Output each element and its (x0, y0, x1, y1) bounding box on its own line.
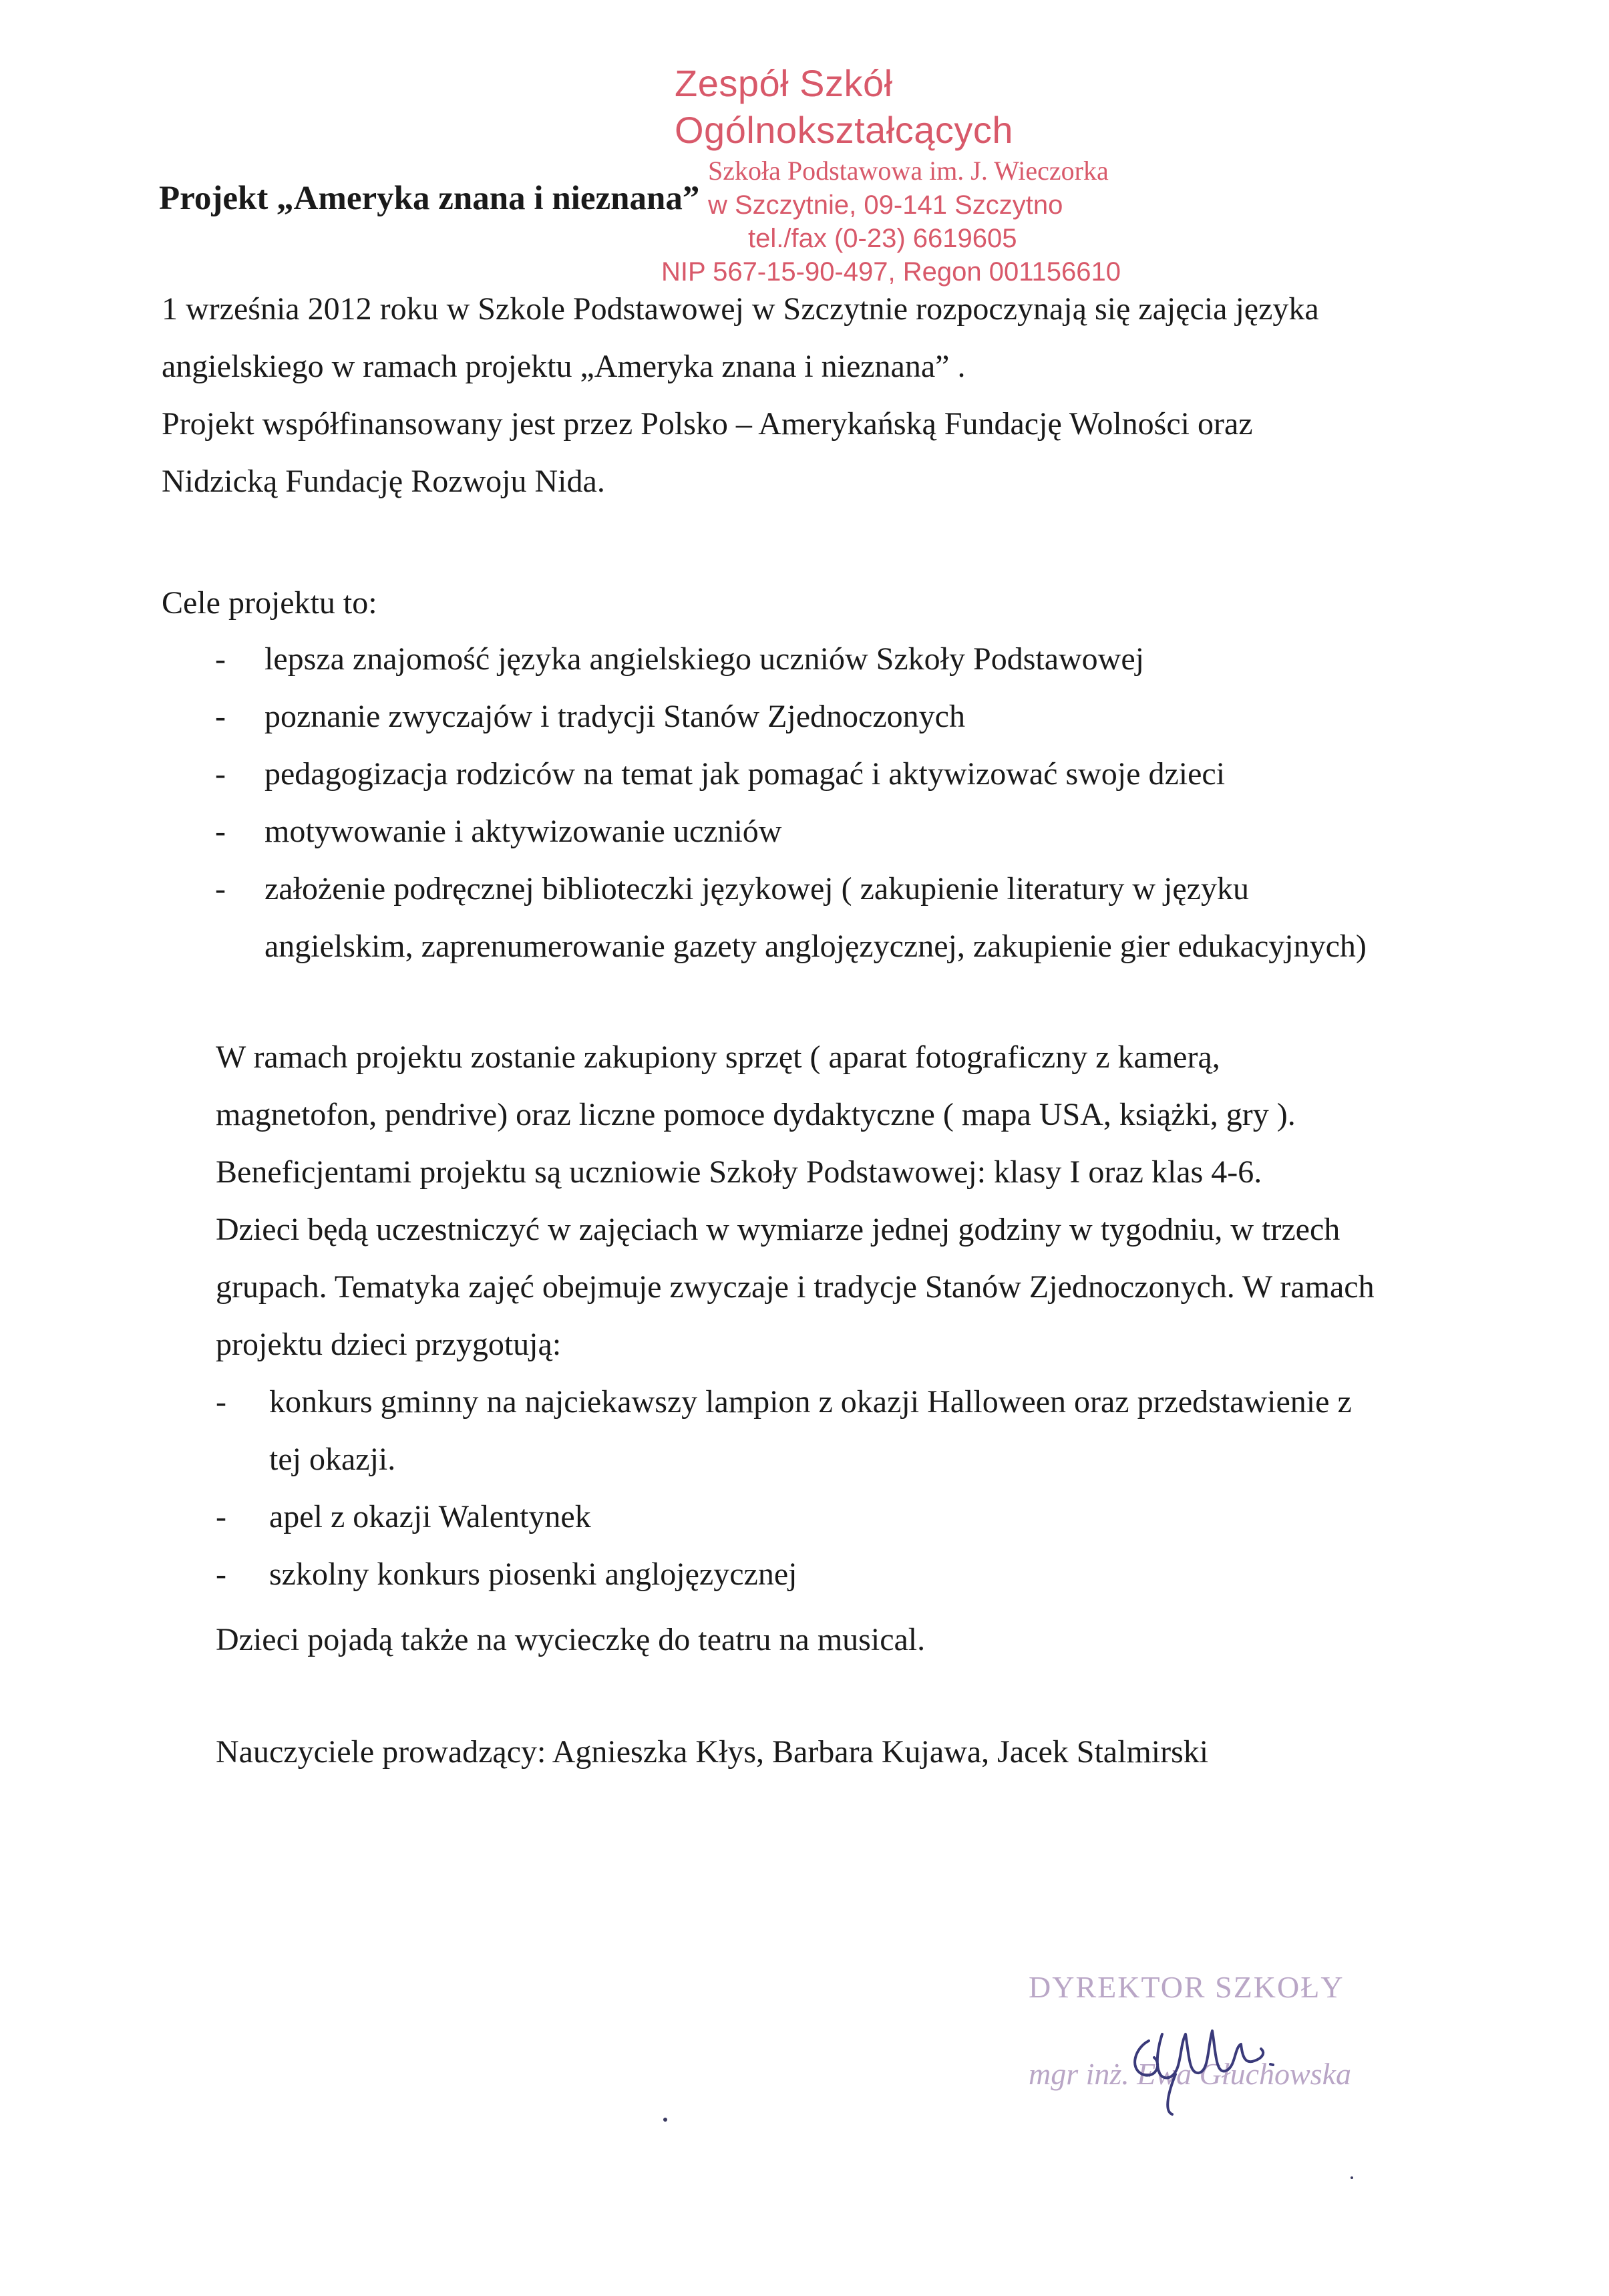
bullet-dash: - (215, 699, 226, 734)
director-name: mgr inż. Ewa Głuchowska (1029, 2057, 1351, 2091)
bullet-dash: - (215, 814, 226, 849)
stamp-tax-ids: NIP 567-15-90-497, Regon 001156610 (661, 257, 1121, 287)
list-item (216, 1488, 1352, 1546)
scan-speck (1351, 2176, 1353, 2179)
intro-paragraph (162, 281, 1319, 510)
text-line: założenie podręcznej biblioteczki językowej ( zakupienie literatury w języku (264, 871, 1249, 907)
text-line: projektu dzieci przygotują: (216, 1327, 562, 1362)
text-line: Beneficjentami projektu są uczniowie Szkoły Podstawowej: klasy I oraz klas 4-6. (216, 1154, 1262, 1190)
text-line: magnetofon, pendrive) oraz liczne pomoce dydaktyczne ( mapa USA, książki, gry ). (216, 1097, 1296, 1132)
text-line: szkolny konkurs piosenki anglojęzycznej (269, 1556, 797, 1592)
document-title: Projekt „Ameryka znana i nieznana” (159, 180, 700, 217)
bullet-dash: - (215, 641, 226, 677)
text-line: W ramach projektu zostanie zakupiony sprzęt ( aparat fotograficzny z kamerą, (216, 1039, 1220, 1075)
list-item (215, 746, 1367, 803)
goals-list (215, 631, 1367, 975)
list-item (215, 860, 1367, 975)
text-line: tej okazji. (269, 1442, 396, 1477)
bullet-dash: - (215, 756, 226, 792)
goals-heading: Cele projektu to: (162, 585, 377, 621)
teachers-line (216, 1724, 1208, 1781)
text-line: Nauczyciele prowadzący: Agnieszka Kłys, Barbara Kujawa, Jacek Stalmirski (216, 1734, 1209, 1770)
list-item (216, 1546, 1352, 1603)
text-line: Dzieci będą uczestniczyć w zajęciach w wymiarze jednej godziny w tygodniu, w trzech (216, 1212, 1340, 1247)
bullet-dash: - (216, 1499, 226, 1534)
text-line: grupach. Tematyka zajęć obejmuje zwyczaje i tradycje Stanów Zjednoczonych. W ramach (216, 1269, 1375, 1305)
events-list (216, 1373, 1352, 1603)
trip-line (216, 1611, 925, 1669)
list-item (216, 1373, 1352, 1488)
stamp-school-name: Zespół Szkół Ogólnokształcących (675, 62, 1014, 151)
text-line: apel z okazji Walentynek (269, 1499, 591, 1534)
details-paragraph (216, 1029, 1375, 1373)
text-line: angielskiego w ramach projektu „Ameryka znana i nieznana” . (162, 349, 966, 384)
text-line: 1 września 2012 roku w Szkole Podstawowej w Szczytnie rozpoczynają się zajęcia języka (162, 291, 1319, 327)
stamp-address: w Szczytnie, 09-141 Szczytno (708, 190, 1063, 220)
handwritten-signature (1122, 1994, 1296, 2121)
text-line: motywowanie i aktywizowanie uczniów (264, 814, 782, 849)
list-item (215, 688, 1367, 746)
bullet-dash: - (216, 1556, 226, 1592)
text-line: Projekt współfinansowany jest przez Polsko – Amerykańską Fundację Wolności oraz (162, 406, 1253, 442)
text-line: poznanie zwyczajów i tradycji Stanów Zjednoczonych (264, 699, 965, 734)
text-line: lepsza znajomość języka angielskiego uczniów Szkoły Podstawowej (264, 641, 1144, 677)
school-stamp (661, 60, 1155, 289)
scan-speck (663, 2118, 667, 2122)
text-line: pedagogizacja rodziców na temat jak pomagać i aktywizować swoje dzieci (264, 756, 1226, 792)
list-item (215, 803, 1367, 860)
director-title: DYREKTOR SZKOŁY (1029, 1970, 1345, 2004)
stamp-school-subname: Szkoła Podstawowa im. J. Wieczorka (708, 156, 1109, 186)
text-line: angielskim, zaprenumerowanie gazety anglojęzycznej, zakupienie gier edukacyjnych) (264, 929, 1367, 964)
stamp-phone: tel./fax (0-23) 6619605 (748, 224, 1017, 253)
bullet-dash: - (216, 1384, 226, 1420)
text-line: konkurs gminny na najciekawszy lampion z okazji Halloween oraz przedstawienie z (269, 1384, 1352, 1420)
list-item (215, 631, 1367, 688)
bullet-dash: - (215, 871, 226, 907)
text-line: Nidzicką Fundację Rozwoju Nida. (162, 464, 605, 499)
text-line: Dzieci pojadą także na wycieczkę do teatru na musical. (216, 1622, 926, 1657)
